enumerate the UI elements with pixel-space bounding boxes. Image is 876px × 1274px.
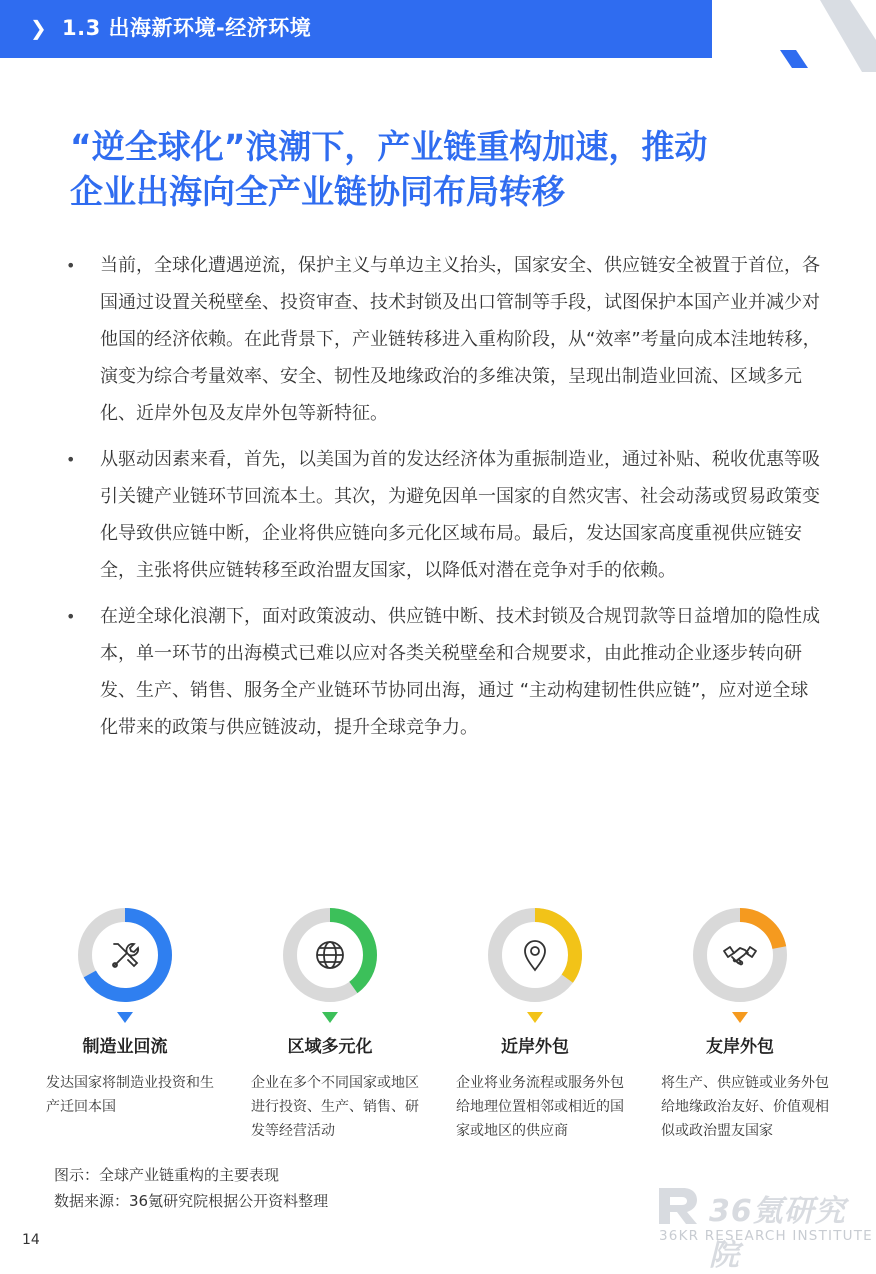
data-source: 数据来源：36氪研究院根据公开资料整理	[54, 1192, 329, 1210]
tools-icon	[105, 935, 145, 975]
pointer-triangle-icon	[117, 1012, 133, 1023]
card-regional-diversification	[245, 905, 435, 1145]
pointer-triangle-icon	[322, 1012, 338, 1023]
bullet-dot-icon: •	[66, 607, 76, 626]
card-title: 近岸外包	[501, 1037, 569, 1057]
progress-ring	[77, 907, 173, 1003]
handshake-icon	[720, 935, 760, 975]
progress-ring	[487, 907, 583, 1003]
card-desc: 发达国家将制造业投资和生产迁回本国	[46, 1075, 214, 1115]
bullet-item	[62, 247, 822, 432]
brand-subtitle: 36KR RESEARCH INSTITUTE	[659, 1228, 873, 1244]
header-bar	[0, 0, 712, 58]
card-title: 友岸外包	[706, 1037, 774, 1057]
bullet-list	[62, 247, 822, 755]
bullet-dot-icon: •	[66, 256, 76, 275]
figure-caption: 图示：全球产业链重构的主要表现	[54, 1166, 280, 1184]
brand-footer	[657, 1182, 873, 1273]
headline-line-2: 企业出海向全产业链协同布局转移	[70, 172, 565, 211]
headline-line-1: “逆全球化”浪潮下，产业链重构加速，推动	[70, 127, 708, 166]
bullet-text: 当前，全球化遭遇逆流，保护主义与单边主义抬头，国家安全、供应链安全被置于首位，各国通过设置关税壁垒、投资审查、技术封锁及出口管制等手段，试图保护本国产业并减少对他国的经济依赖。在此背景下，产业链转移进入重构阶段，从“效率”考量向成本洼地转移，演变为综合考量效率、安全、韧性及地缘政治的多维决策，呈现出制造业回流、区域多元化、近岸外包及友岸外包等新特征。	[100, 255, 821, 424]
card-title: 区域多元化	[287, 1037, 373, 1057]
chevron-right-icon: ❯	[30, 16, 47, 40]
feature-cards	[40, 905, 860, 1145]
brand-logo-icon	[657, 1186, 701, 1224]
card-nearshoring	[450, 905, 640, 1145]
page-number: 14	[22, 1232, 40, 1248]
card-desc: 企业在多个不同国家或地区进行投资、生产、销售、研发等经营活动	[251, 1075, 419, 1139]
bullet-item	[62, 441, 822, 589]
globe-icon	[310, 935, 350, 975]
card-desc: 将生产、供应链或业务外包给地缘政治友好、价值观相似或政治盟友国家	[661, 1075, 829, 1139]
bullet-text: 在逆全球化浪潮下，面对政策波动、供应链中断、技术封锁及合规罚款等日益增加的隐性成本，单一环节的出海模式已难以应对各类关税壁垒和合规要求，由此推动企业逐步转向研发、生产、销售、服务全产业链环节协同出海，通过 “主动构建韧性供应链”，应对逆全球化带来的政策与供应链波动，提升全球竞争力。	[100, 606, 820, 738]
brand-logo-icon	[750, 0, 876, 72]
bullet-text: 从驱动因素来看，首先，以美国为首的发达经济体为重振制造业，通过补贴、税收优惠等吸引关键产业链环节回流本土。其次，为避免因单一国家的自然灾害、社会动荡或贸易政策变化导致供应链中断，企业将供应链向多元化区域布局。最后，发达国家高度重视供应链安全，主张将供应链转移至政治盟友国家，以降低对潜在竞争对手的依赖。	[100, 449, 820, 581]
section-title: 1.3 出海新环境-经济环境	[62, 16, 312, 40]
location-pin-icon	[515, 935, 555, 975]
card-reshoring	[40, 905, 230, 1145]
pointer-triangle-icon	[732, 1012, 748, 1023]
progress-ring	[692, 907, 788, 1003]
card-title: 制造业回流	[82, 1037, 168, 1057]
bullet-dot-icon: •	[66, 450, 76, 469]
headline	[70, 124, 830, 214]
card-friendshoring	[655, 905, 845, 1145]
card-desc: 企业将业务流程或服务外包给地理位置相邻或相近的国家或地区的供应商	[456, 1075, 624, 1139]
bullet-item	[62, 598, 822, 746]
brand-name: 36氪研究院	[709, 1194, 846, 1273]
pointer-triangle-icon	[527, 1012, 543, 1023]
progress-ring	[282, 907, 378, 1003]
